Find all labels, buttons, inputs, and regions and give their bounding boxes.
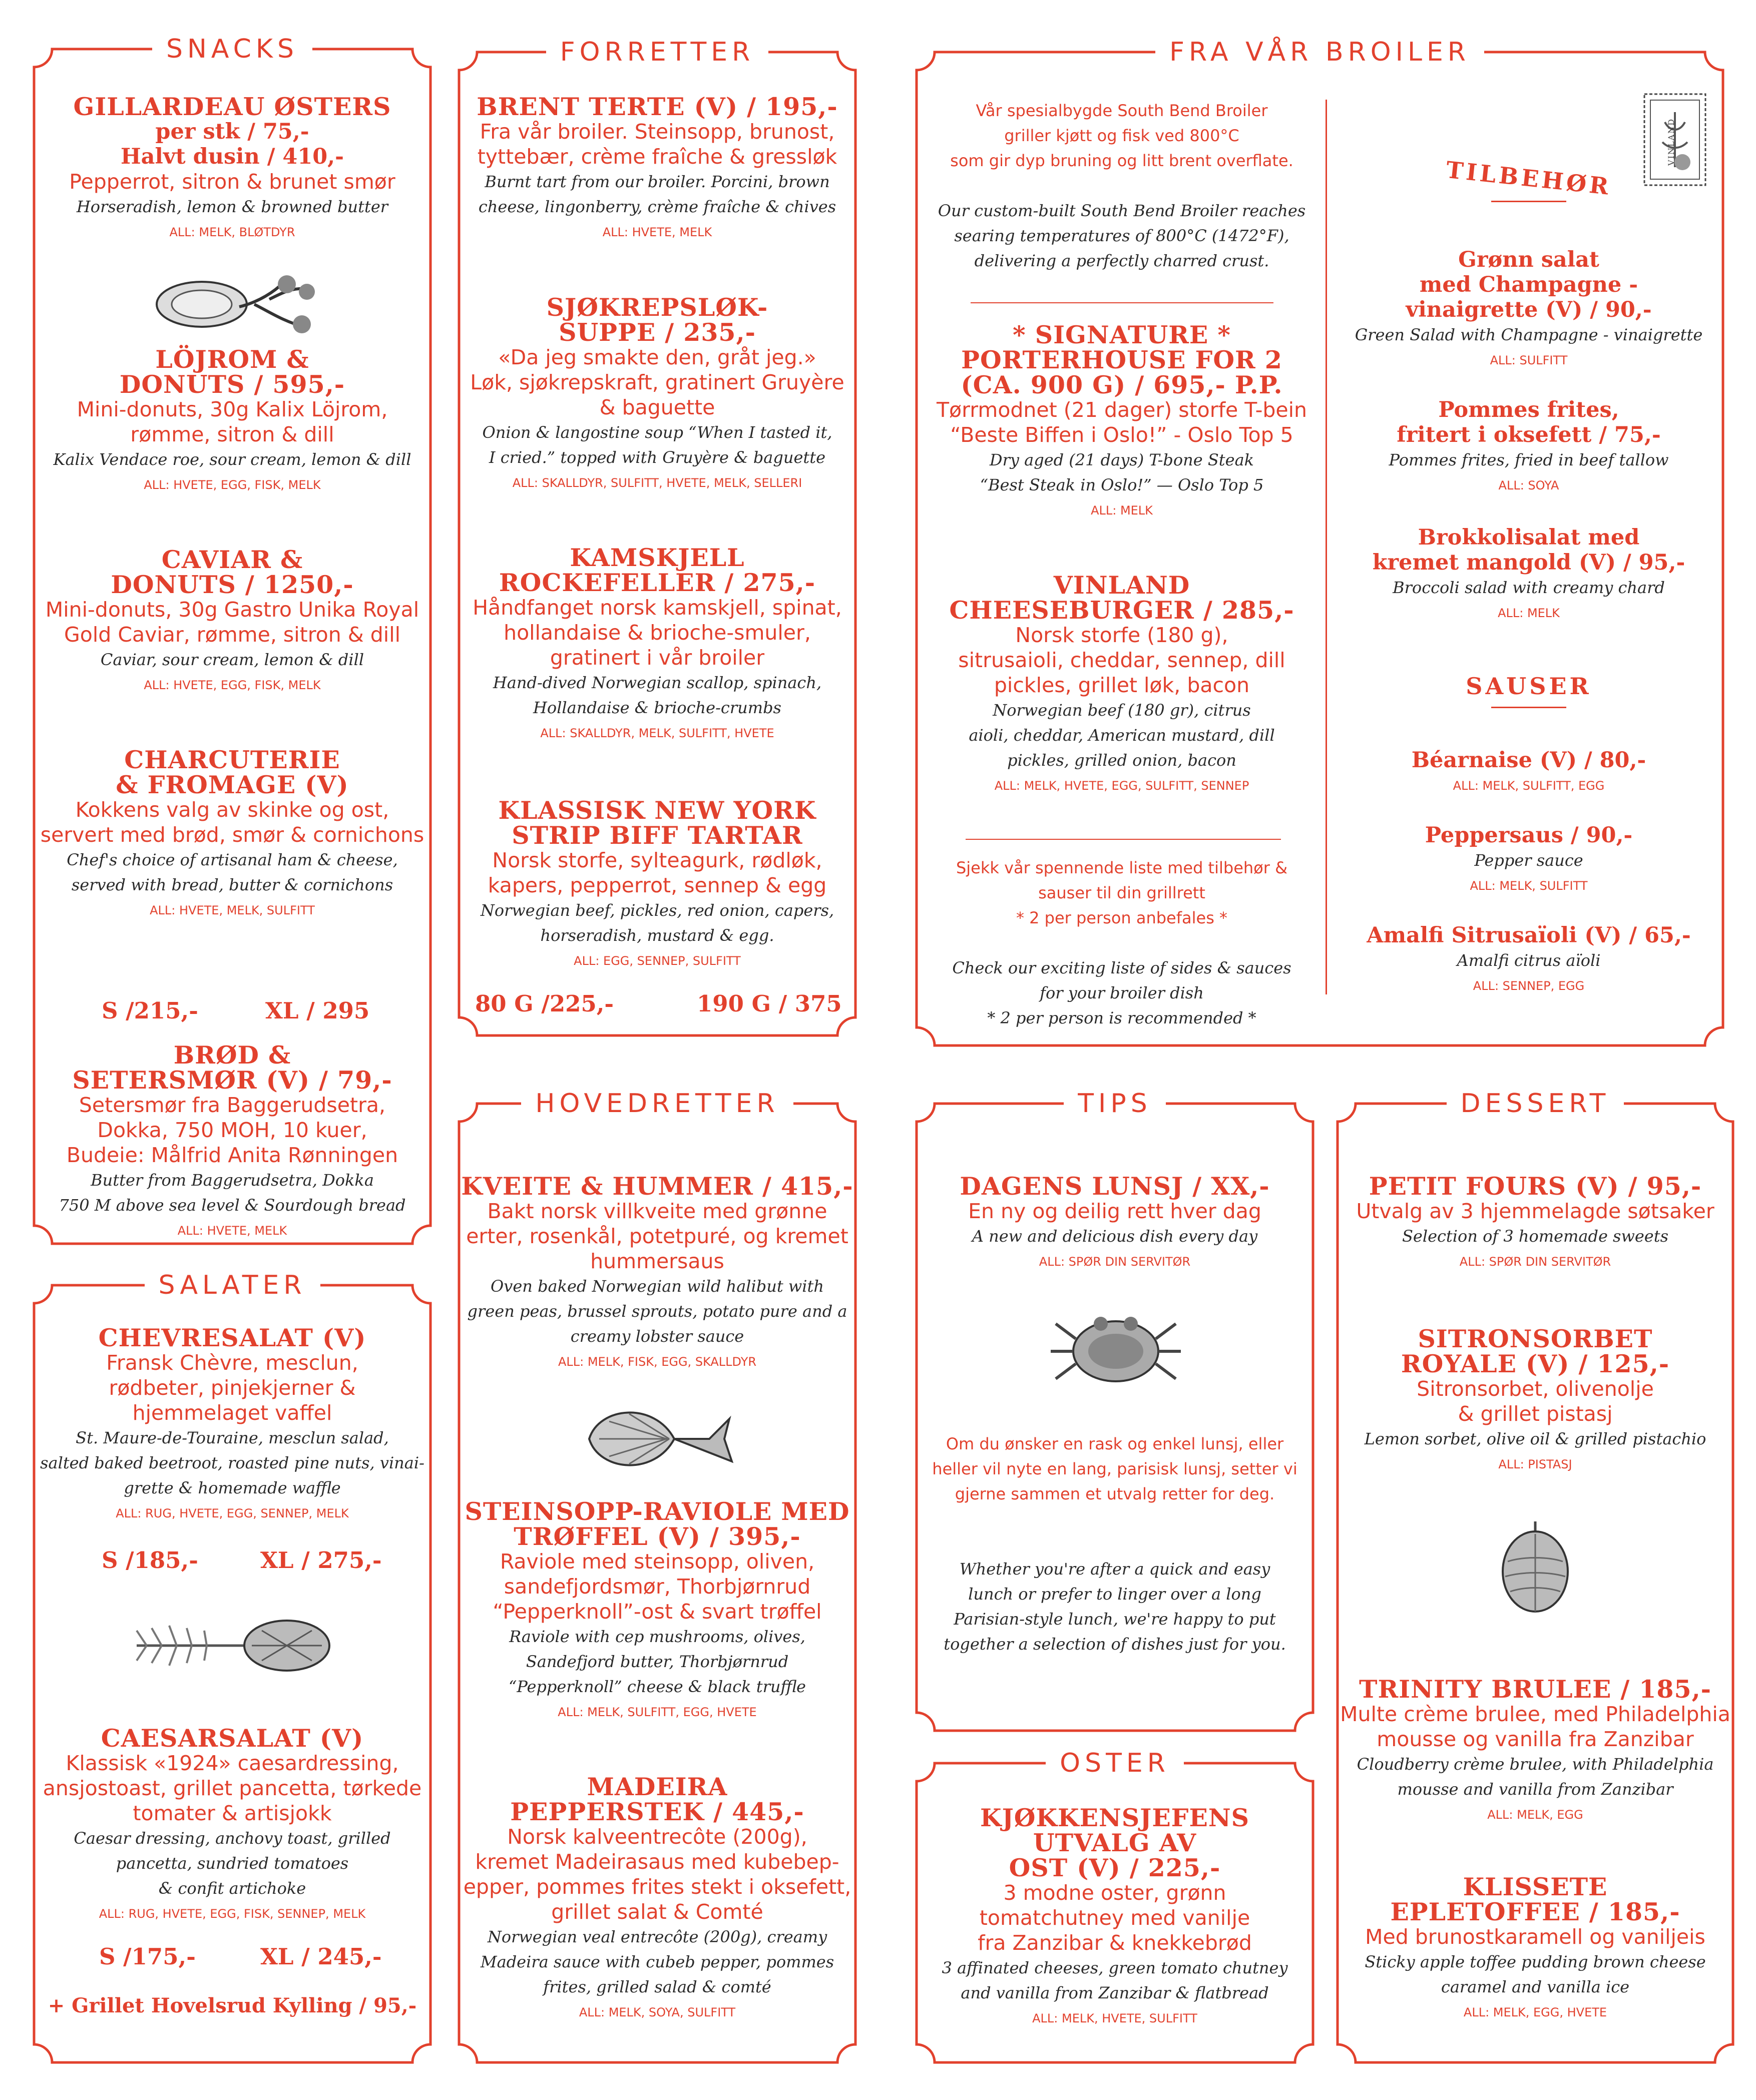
dish-name: DONUTS / 1250,- xyxy=(111,570,354,599)
dish-name: CHEVRESALAT (V) xyxy=(98,1323,366,1352)
divider xyxy=(966,839,1281,840)
dish-translation: 750 M above sea level & Sourdough bread xyxy=(59,1196,406,1215)
dish-description: tomatchutney med vanilje xyxy=(979,1906,1250,1930)
dish-description: Bakt norsk villkveite med grønne xyxy=(487,1199,827,1223)
dish-translation: Onion & langostine soup “When I tasted it, xyxy=(482,423,832,442)
allergens: ALL: MELK xyxy=(1091,503,1153,517)
price-large: XL / 295 xyxy=(265,997,370,1024)
dish-translation: frites, grilled salad & comté xyxy=(543,1977,771,1996)
snacks-panel xyxy=(34,34,430,1244)
broiler-outro xyxy=(917,855,1327,1030)
body-line: lunch or prefer to linger over a long xyxy=(968,1585,1261,1604)
allergens: ALL: MELK, FISK, EGG, SKALLDYR xyxy=(558,1355,757,1369)
dish-name: KJØKKENSJEFENS xyxy=(980,1803,1249,1832)
dish-translation: aioli, cheddar, American mustard, dill xyxy=(969,726,1275,745)
dish-description: hjemmelaget vaffel xyxy=(132,1401,332,1425)
dish-name: MADEIRA xyxy=(587,1772,728,1801)
herb-illustration xyxy=(132,1611,332,1683)
side-item xyxy=(1336,397,1721,498)
dish-description: hollandaise & brioche-smuler, xyxy=(504,621,811,645)
dish-name: EPLETOFFEE / 185,- xyxy=(1390,1897,1680,1926)
dish-name: SITRONSORBET xyxy=(1418,1324,1653,1353)
allergens: ALL: HVETE, EGG, FISK, MELK xyxy=(144,478,321,492)
allergens: ALL: HVETE, MELK xyxy=(177,1224,287,1238)
allergens: ALL: MELK, SULFITT xyxy=(1470,879,1588,893)
dish-name: CAESARSALAT (V) xyxy=(101,1724,364,1753)
dish-translation: Horseradish, lemon & browned butter xyxy=(76,197,388,216)
dish-description: Med brunostkaramell og vaniljeis xyxy=(1365,1925,1705,1949)
allergens: ALL: PISTASJ xyxy=(1498,1457,1572,1471)
dish-translation: Lemon sorbet, olive oil & grilled pistachio xyxy=(1364,1429,1706,1448)
dish-description: sitrusaioli, cheddar, sennep, dill xyxy=(958,648,1285,672)
dish-translation: Kalix Vendace roe, sour cream, lemon & dill xyxy=(53,450,411,469)
menu-item xyxy=(34,747,430,923)
allergens: ALL: MELK, SULFITT, EGG xyxy=(1453,779,1605,793)
dish-description: servert med brød, smør & cornichons xyxy=(40,823,424,847)
dish-translation: mousse and vanilla from Zanzibar xyxy=(1397,1780,1673,1799)
side-name: vinaigrette (V) / 90,- xyxy=(1406,297,1652,322)
dish-description: sandefjordsmør, Thorbjørnrud xyxy=(504,1574,811,1599)
dish-description: Pepperrot, sitron & brunet smør xyxy=(69,170,395,194)
dish-name: BRØD & xyxy=(173,1040,291,1070)
menu-item xyxy=(917,322,1327,523)
allergens: ALL: HVETE, MELK xyxy=(602,225,712,239)
dish-name: DONUTS / 595,- xyxy=(119,370,345,399)
dish-name: TRINITY BRULEE / 185,- xyxy=(1359,1675,1712,1704)
section-title: SALATER xyxy=(34,1267,430,1303)
allergens: ALL: MELK, BLØTDYR xyxy=(169,225,295,239)
dish-description: fra Zanzibar & knekkebrød xyxy=(978,1931,1252,1955)
section-title: HOVEDRETTER xyxy=(459,1086,855,1122)
outro-line: * 2 per person is recommended * xyxy=(987,1008,1256,1027)
menu-item xyxy=(34,1726,430,1927)
dish-translation: and vanilla from Zanzibar & flatbread xyxy=(961,1983,1269,2002)
menu-item xyxy=(34,347,430,498)
broiler-main-column xyxy=(917,52,1327,1045)
allergens: ALL: MELK, EGG, HVETE xyxy=(1463,2005,1607,2019)
allergens: ALL: RUG, HVETE, EGG, FISK, SENNEP, MELK xyxy=(99,1907,366,1921)
price-large: XL / 275,- xyxy=(260,1547,382,1573)
section-title: TIPS xyxy=(917,1086,1313,1122)
sauser-heading xyxy=(1336,673,1721,708)
menu-item xyxy=(1338,1874,1733,2025)
sauce-translation: Pepper sauce xyxy=(1474,851,1583,870)
dish-name: ROCKEFELLER / 275,- xyxy=(499,568,816,597)
allergens: ALL: RUG, HVETE, EGG, SENNEP, MELK xyxy=(116,1506,349,1520)
side-item xyxy=(1336,247,1721,373)
intro-line: Our custom-built South Bend Broiler reaches xyxy=(938,201,1306,220)
menu-item xyxy=(917,573,1327,799)
dish-name: GILLARDEAU ØSTERS xyxy=(73,92,391,121)
dish-description: Dokka, 750 MOH, 10 kuer, xyxy=(97,1118,367,1142)
price-small: S /185,- xyxy=(102,1547,198,1573)
dish-translation: Sandefjord butter, Thorbjørnrud xyxy=(526,1652,789,1671)
side-item xyxy=(1336,525,1721,626)
allergens: ALL: MELK, SULFITT, EGG, HVETE xyxy=(558,1705,757,1719)
dish-description: hummersaus xyxy=(590,1249,724,1273)
dish-name: CAVIAR & xyxy=(161,545,303,574)
dish-description: epper, pommes frites stekt i oksefett, xyxy=(463,1875,851,1899)
dish-translation: A new and delicious dish every day xyxy=(972,1227,1258,1246)
allergens: ALL: MELK xyxy=(1498,606,1560,620)
body-line: Parisian-style lunch, we're happy to put xyxy=(954,1610,1276,1629)
sauce-item xyxy=(1336,748,1721,799)
dish-description: Håndfanget norsk kamskjell, spinat, xyxy=(473,596,842,620)
dish-description: 3 modne oster, grønn xyxy=(1003,1881,1226,1905)
dish-translation: Hollandaise & brioche-crumbs xyxy=(533,698,781,717)
dish-description: tomater & artisjokk xyxy=(133,1801,332,1825)
dish-translation: Cloudberry crème brulee, with Philadelphia xyxy=(1357,1755,1714,1774)
dish-description: kremet Madeirasaus med kubebep- xyxy=(475,1850,839,1874)
outro-line: Sjekk vår spennende liste med tilbehør & xyxy=(956,858,1288,877)
side-name: Grønn salat xyxy=(1458,247,1599,272)
dish-description: Mini-donuts, 30g Gastro Unika Royal xyxy=(45,598,419,622)
menu-item xyxy=(459,1499,855,1725)
dish-translation: Norwegian beef (180 gr), citrus xyxy=(993,701,1251,720)
dish-name: CHEESEBURGER / 285,- xyxy=(949,596,1294,625)
column-divider xyxy=(1326,100,1327,994)
menu-item xyxy=(459,1174,855,1375)
add-on-label: + Grillet Hovelsrud Kylling / 95,- xyxy=(48,1994,417,2017)
intro-line: griller kjøtt og fisk ved 800°C xyxy=(1004,126,1239,145)
allergens: ALL: MELK, SOYA, SULFITT xyxy=(579,2005,736,2019)
dish-translation: Butter from Baggerudsetra, Dokka xyxy=(91,1171,374,1190)
dish-description: rødbeter, pinjekjerner & xyxy=(109,1376,356,1400)
outro-line: sauser til din grillrett xyxy=(1038,883,1205,902)
dish-description: tyttebær, crème fraîche & gressløk xyxy=(477,145,837,169)
price-small: S /215,- xyxy=(102,997,198,1024)
menu-item xyxy=(459,295,855,496)
sauce-name: Amalfi Sitrusaïoli (V) / 65,- xyxy=(1367,923,1691,948)
body-line: Whether you're after a quick and easy xyxy=(959,1559,1270,1579)
dish-description: gratinert i vår broiler xyxy=(550,646,765,670)
salater-panel xyxy=(34,1270,430,2062)
dish-translation: green peas, brussel sprouts, potato pure and a xyxy=(467,1302,847,1321)
intro-line: searing temperatures of 800°C (1472°F), xyxy=(954,226,1289,245)
dish-description: Mini-donuts, 30g Kalix Löjrom, xyxy=(77,397,388,421)
dish-description: Norsk kalveentrecôte (200g), xyxy=(507,1825,807,1849)
dish-translation: horseradish, mustard & egg. xyxy=(540,926,774,945)
dish-translation: “Best Steak in Oslo!” — Oslo Top 5 xyxy=(980,475,1264,494)
dish-price: per stk / 75,- xyxy=(155,119,309,144)
dish-translation: cheese, lingonberry, crème fraîche & chives xyxy=(478,197,836,216)
dish-description: Fra vår broiler. Steinsopp, brunost, xyxy=(480,120,835,144)
tips-body xyxy=(917,1431,1313,1657)
side-name: kremet mangold (V) / 95,- xyxy=(1372,550,1685,575)
section-title: SNACKS xyxy=(34,31,430,67)
dish-translation: Norwegian veal entrecôte (200g), creamy xyxy=(487,1927,827,1946)
dish-translation: Norwegian beef, pickles, red onion, capers, xyxy=(480,901,834,920)
menu-item xyxy=(459,1774,855,2025)
dish-description: Løk, sjøkrepskraft, gratinert Gruyère xyxy=(470,370,844,394)
dish-translation: Raviole with cep mushrooms, olives, xyxy=(509,1627,805,1646)
menu-item xyxy=(34,94,430,245)
menu-item xyxy=(1338,1326,1733,1477)
body-line: gjerne sammen et utvalg retter for deg. xyxy=(955,1484,1275,1503)
allergens: ALL: MELK, EGG xyxy=(1487,1808,1583,1822)
dish-translation: Caviar, sour cream, lemon & dill xyxy=(100,650,364,669)
dish-description: Multe crème brulee, med Philadelphia xyxy=(1340,1702,1730,1726)
dish-name: (CA. 900 G) / 695,- P.P. xyxy=(961,370,1283,399)
allergens: ALL: SPØR DIN SERVITØR xyxy=(1039,1255,1191,1269)
menu-item xyxy=(917,1174,1313,1275)
outro-line: Check our exciting liste of sides & sauces xyxy=(952,958,1291,977)
dish-name: PETIT FOURS (V) / 95,- xyxy=(1369,1172,1702,1201)
allergens: ALL: SPØR DIN SERVITØR xyxy=(1459,1255,1611,1269)
side-name: Brokkolisalat med xyxy=(1418,525,1640,550)
dish-description: mousse og vanilla fra Zanzibar xyxy=(1377,1727,1694,1751)
dish-translation: pickles, grilled onion, bacon xyxy=(1007,751,1236,770)
dish-translation: 3 affinated cheeses, green tomato chutney xyxy=(942,1958,1288,1977)
dish-translation: Burnt tart from our broiler. Porcini, brown xyxy=(485,172,830,191)
side-name: fritert i oksefett / 75,- xyxy=(1397,422,1661,447)
menu-item xyxy=(1338,1174,1733,1275)
tilbehor-heading xyxy=(1336,156,1721,202)
intro-line: Vår spesialbygde South Bend Broiler xyxy=(976,101,1268,120)
dish-name: PORTERHOUSE FOR 2 xyxy=(961,345,1282,374)
dish-name: SETERSMØR (V) / 79,- xyxy=(72,1066,392,1095)
dish-description: kapers, pepperrot, sennep & egg xyxy=(488,873,827,897)
subsection-underline xyxy=(1491,201,1566,202)
allergens: ALL: EGG, SENNEP, SULFITT xyxy=(574,954,741,968)
dish-description: Fransk Chèvre, mesclun, xyxy=(106,1351,358,1375)
dish-description: Gold Caviar, rømme, sitron & dill xyxy=(64,623,400,647)
broiler-panel xyxy=(917,37,1723,1045)
dish-name: SJØKREPSLØK- xyxy=(546,293,768,322)
dish-name: KLASSISK NEW YORK xyxy=(498,796,816,825)
dish-translation: Caesar dressing, anchovy toast, grilled xyxy=(74,1829,391,1848)
outro-line: for your broiler dish xyxy=(1040,983,1204,1002)
menu-item xyxy=(34,547,430,698)
dish-translation: creamy lobster sauce xyxy=(570,1327,744,1346)
sauce-name: Béarnaise (V) / 80,- xyxy=(1411,748,1646,773)
dish-name: SUPPE / 235,- xyxy=(559,318,756,347)
dish-name: TRØFFEL (V) / 395,- xyxy=(514,1522,801,1551)
dish-translation: grette & homemade waffle xyxy=(124,1478,341,1497)
dish-description: erter, rosenkål, potetpuré, og kremet xyxy=(466,1224,848,1248)
side-name: med Champagne - xyxy=(1419,272,1638,297)
subsection-title: SAUSER xyxy=(1466,673,1592,700)
dish-description: Sitronsorbet, olivenolje xyxy=(1417,1377,1654,1401)
allergens: ALL: MELK, HVETE, SULFITT xyxy=(1032,2011,1197,2025)
dish-description: Norsk storfe, sylteagurk, rødløk, xyxy=(492,848,822,872)
intro-line: delivering a perfectly charred crust. xyxy=(974,251,1269,270)
crab-illustration xyxy=(1046,1304,1186,1401)
dish-name: DAGENS LUNSJ / XX,- xyxy=(960,1172,1270,1201)
dish-translation: caramel and vanilla ice xyxy=(1441,1977,1630,1996)
menu-item xyxy=(1338,1677,1733,1828)
body-line: heller vil nyte en lang, parisisk lunsj, setter vi xyxy=(932,1459,1297,1478)
menu-item xyxy=(917,1805,1313,2031)
dish-translation: Sticky apple toffee pudding brown cheese xyxy=(1365,1952,1706,1971)
allergens: ALL: SOYA xyxy=(1498,478,1559,492)
dish-name: LÖJROM & xyxy=(155,345,309,374)
dish-name: STEINSOPP-RAVIOLE MED xyxy=(465,1497,850,1526)
dish-description: Setersmør fra Baggerudsetra, xyxy=(79,1093,386,1117)
dish-name: STRIP BIFF TARTAR xyxy=(512,821,803,850)
menu-item xyxy=(34,1042,430,1244)
allergens: ALL: SKALLDYR, MELK, SULFITT, HVETE xyxy=(540,726,774,740)
dish-name: KAMSKJELL xyxy=(570,543,745,572)
section-title: FRA VÅR BROILER xyxy=(917,34,1723,70)
dish-description: Budeie: Målfrid Anita Rønningen xyxy=(66,1143,398,1167)
dish-name: & FROMAGE (V) xyxy=(116,770,349,799)
forretter-panel xyxy=(459,37,855,1035)
menu-item xyxy=(459,94,855,245)
body-line: Om du ønsker en rask og enkel lunsj, eller xyxy=(946,1434,1284,1453)
dish-description: En ny og deilig rett hver dag xyxy=(968,1199,1261,1223)
dish-description: pickles, grillet løk, bacon xyxy=(994,673,1250,697)
dish-translation: “Pepperknoll” cheese & black truffle xyxy=(509,1677,806,1696)
tips-panel xyxy=(917,1089,1313,1731)
dish-description: Klassisk «1924» caesardressing, xyxy=(66,1751,399,1775)
side-translation: Broccoli salad with creamy chard xyxy=(1393,578,1665,597)
allergens: ALL: SKALLDYR, SULFITT, HVETE, MELK, SELLERI xyxy=(512,476,802,490)
dish-description: rømme, sitron & dill xyxy=(130,422,334,446)
fish-illustration xyxy=(579,1396,739,1483)
dish-translation: Dry aged (21 days) T-bone Steak xyxy=(989,450,1254,469)
broiler-intro xyxy=(917,98,1327,273)
dish-translation: pancetta, sundried tomatoes xyxy=(116,1854,349,1873)
dish-name: UTVALG AV xyxy=(1033,1828,1197,1857)
dish-name: * SIGNATURE * xyxy=(1013,320,1231,349)
menu-item xyxy=(459,545,855,746)
price-small: 80 G /225,- xyxy=(475,990,614,1017)
divider xyxy=(971,302,1273,303)
dish-translation: St. Maure-de-Touraine, mesclun salad, xyxy=(76,1428,389,1447)
section-title: FORRETTER xyxy=(459,34,855,70)
allergens: ALL: SENNEP, EGG xyxy=(1473,979,1585,993)
dish-description: & grillet pistasj xyxy=(1458,1402,1613,1426)
dish-description: Tørrmodnet (21 dager) storfe T-bein xyxy=(936,398,1307,422)
side-translation: Pommes frites, fried in beef tallow xyxy=(1389,450,1669,469)
oyster-illustration xyxy=(154,272,319,339)
add-on xyxy=(34,1993,430,2018)
allergens: ALL: MELK, HVETE, EGG, SULFITT, SENNEP xyxy=(994,779,1249,793)
dish-description: “Pepperknoll”-ost & svart trøffel xyxy=(493,1600,822,1624)
dish-translation: Oven baked Norwegian wild halibut with xyxy=(491,1277,824,1296)
dish-name: CHARCUTERIE xyxy=(124,745,340,774)
dish-name: BRENT TERTE (V) / 195,- xyxy=(477,92,838,121)
dish-translation: Selection of 3 homemade sweets xyxy=(1402,1227,1669,1246)
dish-description: ansjostoast, grillet pancetta, tørkede xyxy=(43,1776,422,1800)
sides-column xyxy=(1336,52,1721,1045)
sauce-item xyxy=(1336,923,1721,999)
outro-line: * 2 per person anbefales * xyxy=(1016,908,1228,927)
intro-line: som gir dyp bruning og litt brent overflate. xyxy=(950,151,1293,170)
price-large: XL / 245,- xyxy=(260,1943,382,1970)
dish-translation: & confit artichoke xyxy=(158,1879,306,1898)
dish-name: KLISSETE xyxy=(1463,1872,1608,1901)
section-title: DESSERT xyxy=(1338,1086,1733,1122)
dish-translation: I cried.” topped with Gruyère & baguette xyxy=(489,448,826,467)
subsection-underline xyxy=(1491,707,1566,708)
sauce-translation: Amalfi citrus aïoli xyxy=(1457,951,1601,970)
dish-translation: Chef's choice of artisanal ham & cheese, xyxy=(67,850,398,869)
allergens: ALL: HVETE, MELK, SULFITT xyxy=(150,903,315,917)
dish-description: Kokkens valg av skinke og ost, xyxy=(75,798,389,822)
subsection-title: TILBEHØR xyxy=(1445,156,1613,201)
dish-description: Norsk storfe (180 g), xyxy=(1015,623,1228,647)
menu-item xyxy=(459,798,855,974)
dish-name: OST (V) / 225,- xyxy=(1009,1853,1221,1882)
dish-description: grillet salat & Comté xyxy=(551,1900,763,1924)
dish-translation: salted baked beetroot, roasted pine nuts, vinai- xyxy=(40,1453,424,1472)
price-large: 190 G / 375 xyxy=(697,990,842,1017)
dish-name: PEPPERSTEK / 445,- xyxy=(510,1797,804,1826)
hovedretter-panel xyxy=(459,1089,855,2062)
side-translation: Green Salad with Champagne - vinaigrette xyxy=(1355,325,1703,344)
dish-price: Halvt dusin / 410,- xyxy=(121,144,344,169)
allergens: ALL: SULFITT xyxy=(1490,353,1568,367)
dish-name: ROYALE (V) / 125,- xyxy=(1401,1349,1670,1378)
allergens: ALL: HVETE, EGG, FISK, MELK xyxy=(144,678,321,692)
fruit-illustration xyxy=(1498,1516,1573,1619)
dish-translation: Hand-dived Norwegian scallop, spinach, xyxy=(493,673,822,692)
side-name: Pommes frites, xyxy=(1438,397,1619,422)
dish-description: “Beste Biffen i Oslo!” - Oslo Top 5 xyxy=(950,423,1293,447)
dish-translation: Madeira sauce with cubeb pepper, pommes xyxy=(480,1952,834,1971)
price-small: S /175,- xyxy=(99,1943,196,1970)
dish-translation: served with bread, butter & cornichons xyxy=(71,875,393,894)
oster-panel xyxy=(917,1748,1313,2062)
body-line: together a selection of dishes just for you. xyxy=(944,1635,1286,1654)
dish-description: «Da jeg smakte den, gråt jeg.» xyxy=(498,345,816,369)
dish-description: Utvalg av 3 hjemmelagde søtsaker xyxy=(1356,1199,1714,1223)
sauce-item xyxy=(1336,823,1721,899)
section-title: OSTER xyxy=(917,1745,1313,1781)
dish-name: VINLAND xyxy=(1053,571,1190,600)
dessert-panel xyxy=(1338,1089,1733,2062)
dish-description: & baguette xyxy=(599,395,715,419)
menu-item xyxy=(34,1325,430,1526)
stamp-text: VINLAND xyxy=(1666,118,1676,166)
dish-description: Raviole med steinsopp, oliven, xyxy=(500,1549,815,1573)
sauce-name: Peppersaus / 90,- xyxy=(1425,823,1633,848)
dish-name: KVEITE & HUMMER / 415,- xyxy=(461,1172,853,1201)
